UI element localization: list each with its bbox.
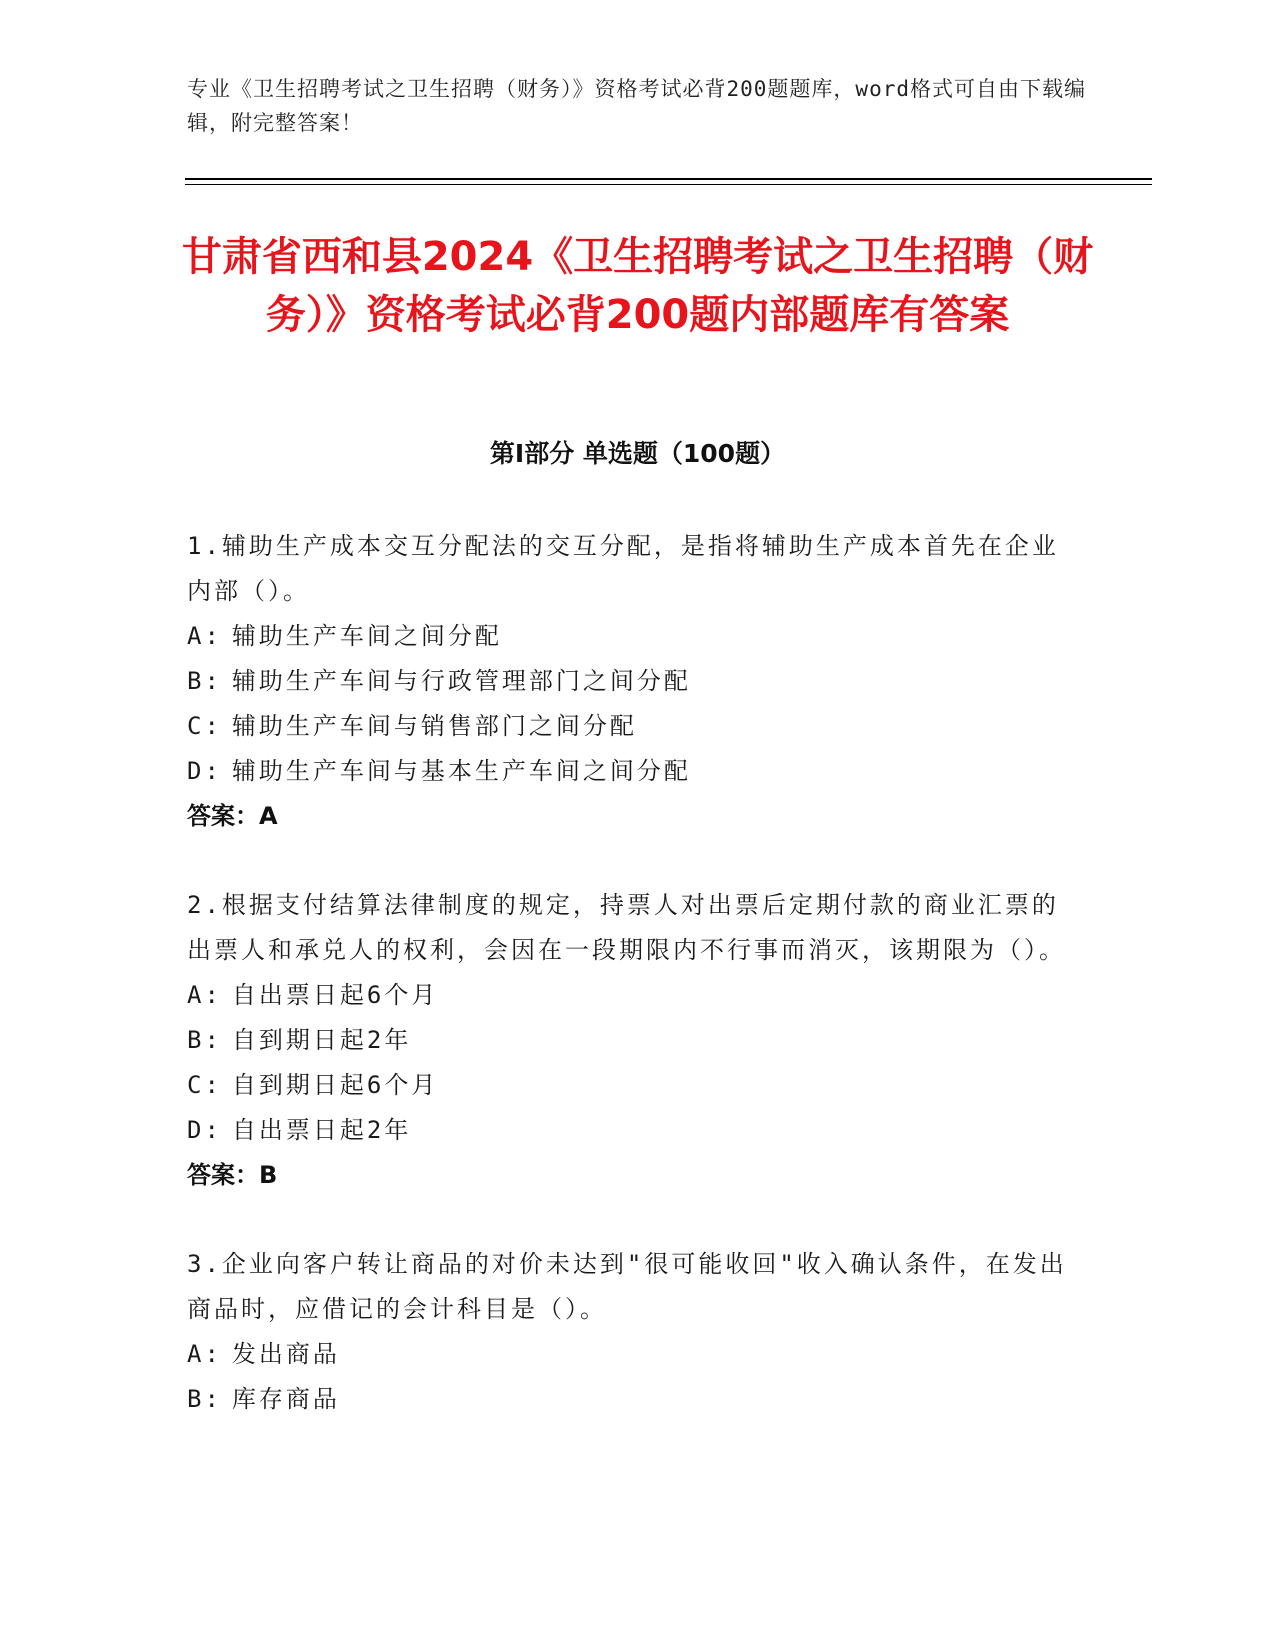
answer: 答案：B	[187, 1161, 278, 1189]
header-note: 专业《卫生招聘考试之卫生招聘（财务）》资格考试必背200题题库，word格式可自由下载编辑，附完整答案！	[187, 77, 1086, 135]
question-1	[187, 524, 1067, 839]
option-a	[187, 1332, 1067, 1377]
option-label: C:	[187, 712, 222, 740]
option-label: C:	[187, 1071, 222, 1099]
option-text: 辅助生产车间与销售部门之间分配	[231, 712, 637, 740]
option-label: B:	[187, 1026, 222, 1054]
option-label: A:	[187, 1340, 222, 1368]
option-text: 自出票日起2年	[231, 1116, 412, 1144]
option-b	[187, 659, 1067, 704]
option-c	[187, 704, 1067, 749]
header-rule-thin	[185, 184, 1152, 185]
option-a	[187, 614, 1067, 659]
question-stem: 3.企业向客户转让商品的对价未达到"很可能收回"收入确认条件，在发出商品时，应借记的会计科目是（）。	[187, 1250, 1067, 1323]
header-rule-thick	[185, 178, 1152, 180]
option-text: 发出商品	[231, 1340, 340, 1368]
question-list	[187, 524, 1067, 1466]
option-text: 辅助生产车间之间分配	[231, 622, 502, 650]
option-d	[187, 1108, 1067, 1153]
option-text: 辅助生产车间与行政管理部门之间分配	[231, 667, 691, 695]
question-stem: 2.根据支付结算法律制度的规定，持票人对出票后定期付款的商业汇票的出票人和承兑人的权利，会因在一段期限内不行事而消灭，该期限为（）。	[187, 891, 1066, 964]
option-label: D:	[187, 1116, 222, 1144]
option-b	[187, 1018, 1067, 1063]
question-2	[187, 883, 1067, 1198]
option-text: 自到期日起2年	[231, 1026, 412, 1054]
option-text: 辅助生产车间与基本生产车间之间分配	[231, 757, 691, 785]
option-text: 自出票日起6个月	[231, 981, 439, 1009]
option-b	[187, 1377, 1067, 1422]
option-d	[187, 749, 1067, 794]
option-label: D:	[187, 757, 222, 785]
option-c	[187, 1063, 1067, 1108]
option-text: 自到期日起6个月	[231, 1071, 439, 1099]
option-label: A:	[187, 981, 222, 1009]
option-label: B:	[187, 667, 222, 695]
document-title: 甘肃省西和县2024《卫生招聘考试之卫生招聘（财务）》资格考试必背200题内部题库有答案	[181, 234, 1094, 338]
option-text: 库存商品	[231, 1385, 340, 1413]
answer: 答案：A	[187, 802, 278, 830]
option-a	[187, 973, 1067, 1018]
option-label: A:	[187, 622, 222, 650]
section-title: 第Ⅰ部分 单选题（100题）	[489, 439, 786, 468]
question-stem: 1.辅助生产成本交互分配法的交互分配，是指将辅助生产成本首先在企业内部（）。	[187, 532, 1059, 605]
option-label: B:	[187, 1385, 222, 1413]
question-3	[187, 1242, 1067, 1422]
